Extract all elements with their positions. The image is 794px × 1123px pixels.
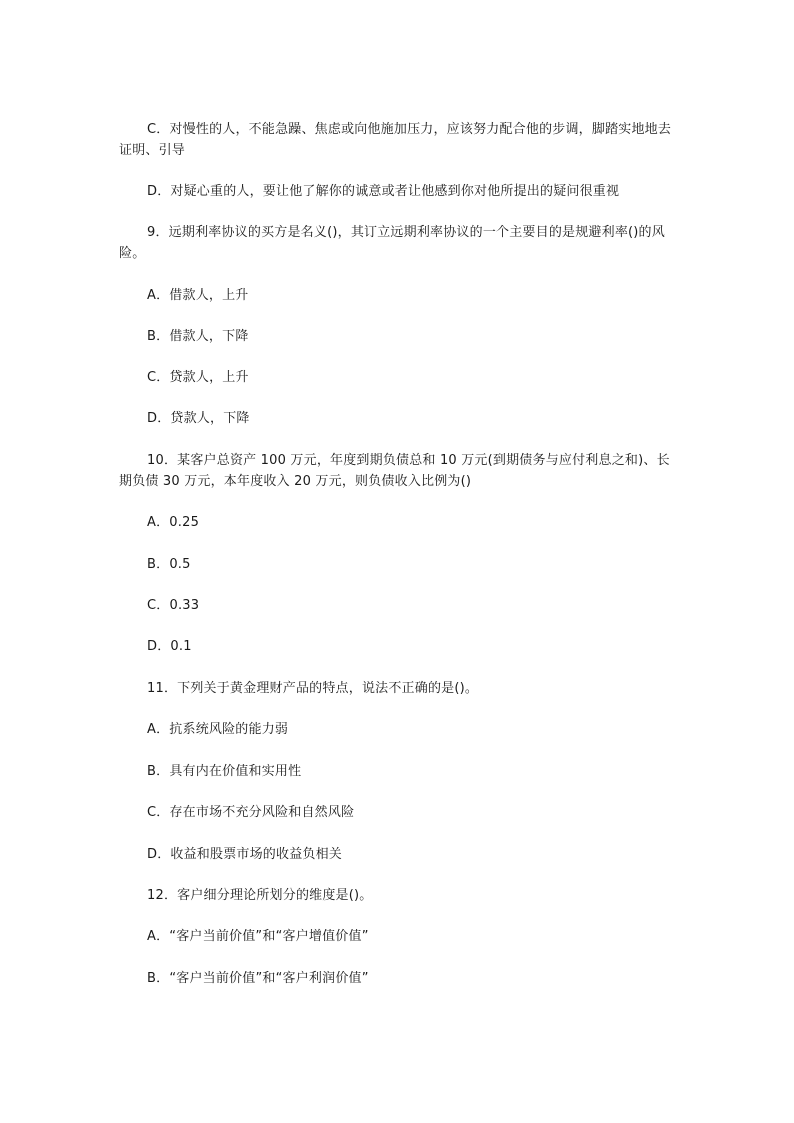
option-10d: D．0.1 <box>147 639 192 654</box>
option-11d: D．收益和股票市场的收益负相关 <box>147 847 343 862</box>
option-11a: A．抗系统风险的能力弱 <box>147 722 289 737</box>
option-9a: A．借款人，上升 <box>147 288 249 303</box>
option-12a: A．“客户当前价值”和“客户增值价值” <box>147 929 369 944</box>
option-8c: C．对慢性的人，不能急躁、焦虑或向他施加压力，应该努力配合他的步调，脚踏实地地去证明、引导 <box>119 122 672 158</box>
option-10b: B．0.5 <box>147 557 191 572</box>
option-10a: A．0.25 <box>147 515 200 530</box>
option-11c: C．存在市场不充分风险和自然风险 <box>147 805 355 820</box>
option-10c: C．0.33 <box>147 598 200 613</box>
option-9b: B．借款人，下降 <box>147 329 249 344</box>
option-12b: B．“客户当前价值”和“客户利润价值” <box>147 971 369 986</box>
question-9: 9．远期利率协议的买方是名义()，其订立远期利率协议的一个主要目的是规避利率()的风险。 <box>119 225 665 261</box>
option-9c: C．贷款人，上升 <box>147 370 249 385</box>
question-12: 12．客户细分理论所划分的维度是()。 <box>147 888 373 903</box>
option-11b: B．具有内在价值和实用性 <box>147 764 302 779</box>
option-8d: D．对疑心重的人，要让他了解你的诚意或者让他感到你对他所提出的疑问很重视 <box>147 184 620 199</box>
question-11: 11．下列关于黄金理财产品的特点，说法不正确的是()。 <box>147 681 479 696</box>
question-10: 10．某客户总资产 100 万元，年度到期负债总和 10 万元(到期债务与应付利息之和)、长期负债 30 万元，本年度收入 20 万元，则负债收入比例为() <box>119 453 670 489</box>
option-9d: D．贷款人，下降 <box>147 411 250 426</box>
